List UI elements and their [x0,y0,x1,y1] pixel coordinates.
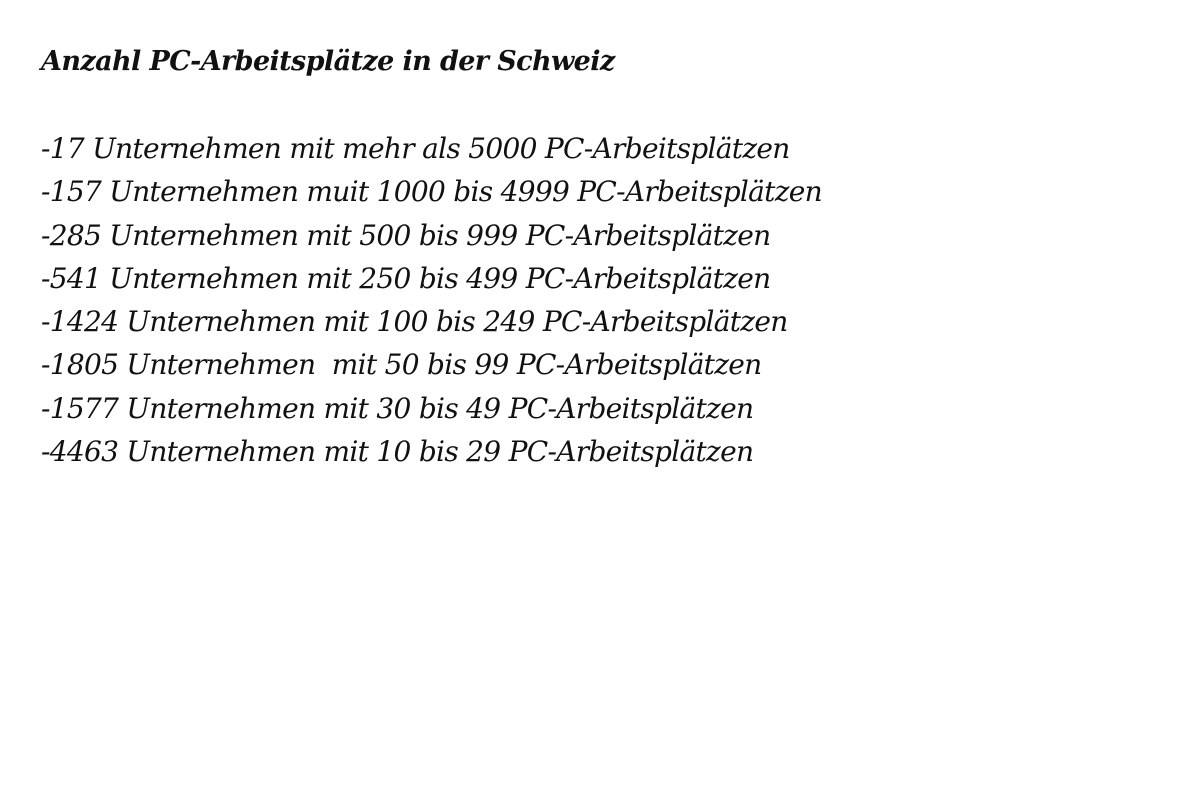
slide-title: Anzahl PC-Arbeitsplätze in der Schweiz [41,46,615,77]
list-item: -1424 Unternehmen mit 100 bis 249 PC-Arbeitsplätzen [41,305,788,339]
list-item: -285 Unternehmen mit 500 bis 999 PC-Arbeitsplätzen [41,218,771,252]
list-item: -1577 Unternehmen mit 30 bis 49 PC-Arbeitsplätzen [41,391,754,425]
list-item: -4463 Unternehmen mit 10 bis 29 PC-Arbeitsplätzen [41,435,754,469]
company-count-list [41,127,1161,473]
list-item: -1805 Unternehmen mit 50 bis 99 PC-Arbeitsplätzen [41,348,762,382]
slide-content [41,40,1161,473]
list-item: -157 Unternehmen muit 1000 bis 4999 PC-Arbeitsplätzen [41,175,822,209]
list-item: -541 Unternehmen mit 250 bis 499 PC-Arbeitsplätzen [41,261,771,295]
list-item: -17 Unternehmen mit mehr als 5000 PC-Arbeitsplätzen [41,132,790,165]
